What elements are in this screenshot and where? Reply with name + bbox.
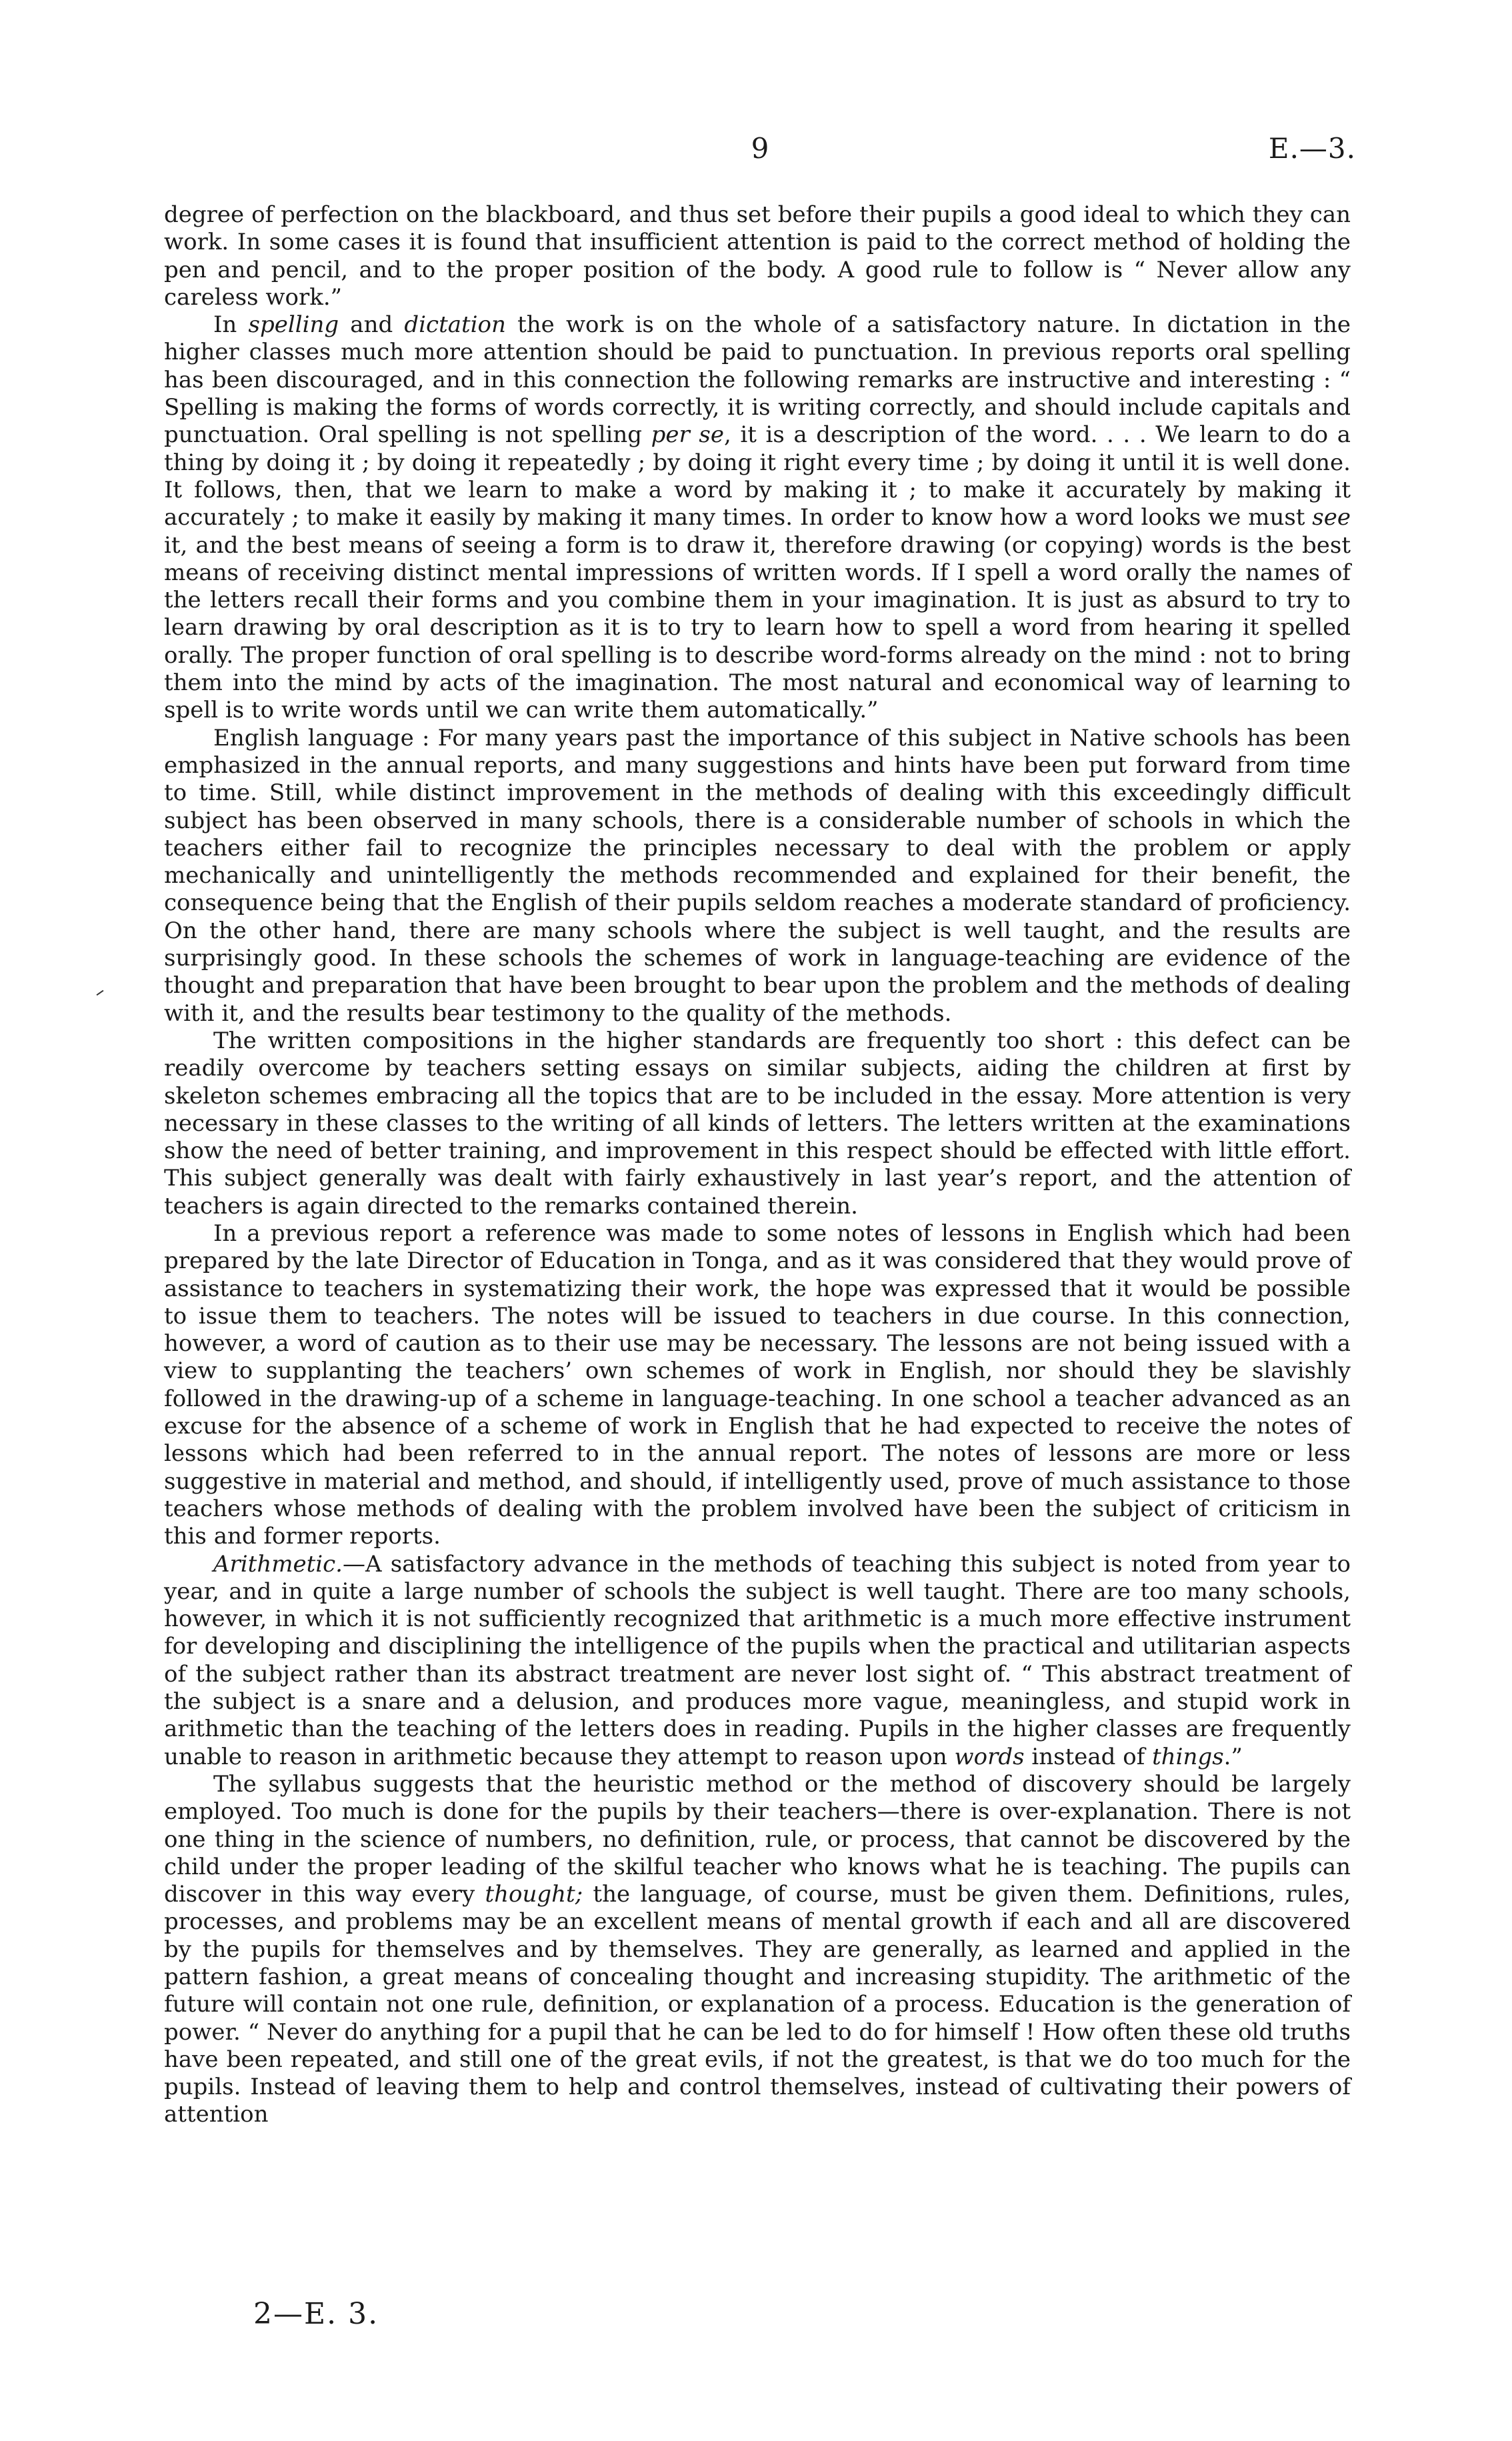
- document-reference: E.—3.: [1268, 132, 1356, 165]
- paragraph-written-compositions: [164, 1027, 1351, 1220]
- paragraph-penmanship: [164, 201, 1351, 311]
- body-text: [164, 201, 1351, 2129]
- paragraph-text: The written compositions in the higher standards are frequently too short : this defect can be readily overcome by teachers setting essays on similar subjects, aiding the children at first by skeleton schemes embracing all the topics that are to be included in the essay. More attention is very necessary in these classes to the writing of all kinds of letters. The letters written at the examinations show the need of better training, and improvement in this respect should be effected with little effort. This subject generally was dealt with fairly exhaustively in last year’s report, and the attention of teachers is again directed to the remarks contained therein.: [164, 1027, 1351, 1219]
- paragraph-spelling-dictation: [164, 311, 1351, 724]
- text-run: , it is a description of the word. . . . We learn to do a thing by doing it ; by doing it repeatedly ; by doing it right every time ; by doing it until it is well done. It follows, then, that we learn to make a word by making it ; to make it accurately by making it accurately ; to make it easily by making it many times. In order to know how a word looks we must: [164, 421, 1351, 531]
- italic-run: per se: [651, 421, 724, 449]
- text-run: the language, of course, must be given them. Definitions, rules, processes, and problems may be an excellent means of mental growth if each and all are discovered by the pupils for themselves and by themselves. They are generally, as learned and applied in the pattern fashion, a great means of concealing thought and increasing stupidity. The arithmetic of the future will contain not one rule, definition, or explanation of a process. Education is the generation of power. “ Never do anything for a pupil that he can be led to do for himself ! How often these old truths have been repeated, and still one of the great evils, if not the greatest, is that we do too much for the pupils. Instead of leaving them to help and control themselves, instead of cultivating their powers of attention: [164, 1881, 1351, 2128]
- italic-run: see: [1312, 504, 1351, 531]
- text-run: it, and the best means of seeing a form is to draw it, therefore drawing (or copying) words is the best means of receiving distinct mental impressions of written words. If I spell a word orally the names of the letters recall their forms and you combine them in your imagination. It is just as absurd to try to learn drawing by oral description as it is to try to learn how to spell a word from hearing it spelled orally. The proper function of oral spelling is to describe word-forms already on the mind : not to bring them into the mind by acts of the imagination. The most natural and economical way of learning to spell is to write words until we can write them automatically.”: [164, 531, 1351, 724]
- margin-mark: [97, 990, 104, 996]
- text-run: the work is on the whole of a satisfactory nature. In dictation in the higher classes much more attention should be paid to punctuation. In previous reports oral spelling has been discouraged, and in this connection the following remarks are instructive and interesting : “ Spelling is making the forms of words correctly, it is writing correctly, and should include capitals and punctuation. Oral spelling is not spelling: [164, 311, 1351, 449]
- text-run: and: [339, 311, 405, 339]
- footer-signature: 2—E. 3.: [253, 2297, 379, 2331]
- italic-run: dictation: [404, 311, 506, 339]
- text-run: The syllabus suggests that the heuristic method or the method of discovery should be largely employed. Too much is done for the pupils by their teachers—there is over-explanation. There is not one thing in the science of numbers, no definition, rule, or process, that cannot be discovered by the child under the proper leading of the skilful teacher who knows what he is teaching. The pupils can discover in this way every: [164, 1770, 1351, 1908]
- paragraph-arithmetic: [164, 1551, 1351, 1771]
- italic-run: things: [1152, 1743, 1224, 1770]
- text-run: In: [213, 311, 249, 339]
- italic-run: spelling: [248, 311, 339, 339]
- page-number: 9: [751, 132, 769, 165]
- paragraph-text: English language : For many years past the importance of this subject in Native schools has been emphasized in the annual reports, and many suggestions and hints have been put forward from time to time. Still, while distinct improvement in the methods of dealing with this exceedingly difficult subject has been observed in many schools, there is a considerable number of schools in which the teachers either fail to recognize the principles necessary to deal with the problem or apply mechanically and unintelligently the methods recommended and explained for their benefit, the consequence being that the English of their pupils seldom reaches a moderate standard of proficiency. On the other hand, there are many schools where the subject is well taught, and the results are surprisingly good. In these schools the schemes of work in language-teaching are evidence of the thought and preparation that have been brought to bear upon the problem and the methods of dealing with it, and the results bear testimony to the quality of the methods.: [164, 724, 1351, 1027]
- paragraph-notes-of-lessons: [164, 1220, 1351, 1551]
- paragraph-heuristic-method: [164, 1771, 1351, 2129]
- paragraph-text: degree of perfection on the blackboard, and thus set before their pupils a good ideal to which they can work. In some cases it is found that insufficient attention is paid to the correct method of holding the pen and pencil, and to the proper position of the body. A good rule to follow is “ Never allow any careless work.”: [164, 201, 1351, 311]
- text-run: instead of: [1024, 1743, 1153, 1770]
- text-run: .”: [1223, 1743, 1243, 1770]
- italic-run: Arithmetic.: [213, 1550, 343, 1578]
- italic-run: words: [954, 1743, 1025, 1770]
- italic-run: thought;: [485, 1881, 583, 1908]
- paragraph-text: In a previous report a reference was made to some notes of lessons in English which had been prepared by the late Director of Education in Tonga, and as it was considered that they would prove of assistance to teachers in systematizing their work, the hope was expressed that it would be possible to issue them to teachers. The notes will be issued to teachers in due course. In this connection, however, a word of caution as to their use may be necessary. The lessons are not being issued with a view to supplanting the teachers’ own schemes of work in English, nor should they be slavishly followed in the drawing-up of a scheme in language-teaching. In one school a teacher advanced as an excuse for the absence of a scheme of work in English that he had expected to receive the notes of lessons which had been referred to in the annual report. The notes of lessons are more or less suggestive in material and method, and should, if intelligently used, prove of much assistance to those teachers whose methods of dealing with the problem involved have been the subject of criticism in this and former reports.: [164, 1219, 1351, 1550]
- paragraph-english-language: [164, 725, 1351, 1027]
- text-run: —A satisfactory advance in the methods of teaching this subject is noted from year to year, and in quite a large number of schools the subject is well taught. There are too many schools, however, in which it is not sufficiently recognized that arithmetic is a much more effective instrument for developing and disciplining the intelligence of the pupils when the practical and utilitarian aspects of the subject rather than its abstract treatment are never lost sight of. “ This abstract treatment of the subject is a snare and a delusion, and produces more vague, meaningless, and stupid work in arithmetic than the teaching of the letters does in reading. Pupils in the higher classes are frequently unable to reason in arithmetic because they attempt to reason upon: [164, 1550, 1351, 1770]
